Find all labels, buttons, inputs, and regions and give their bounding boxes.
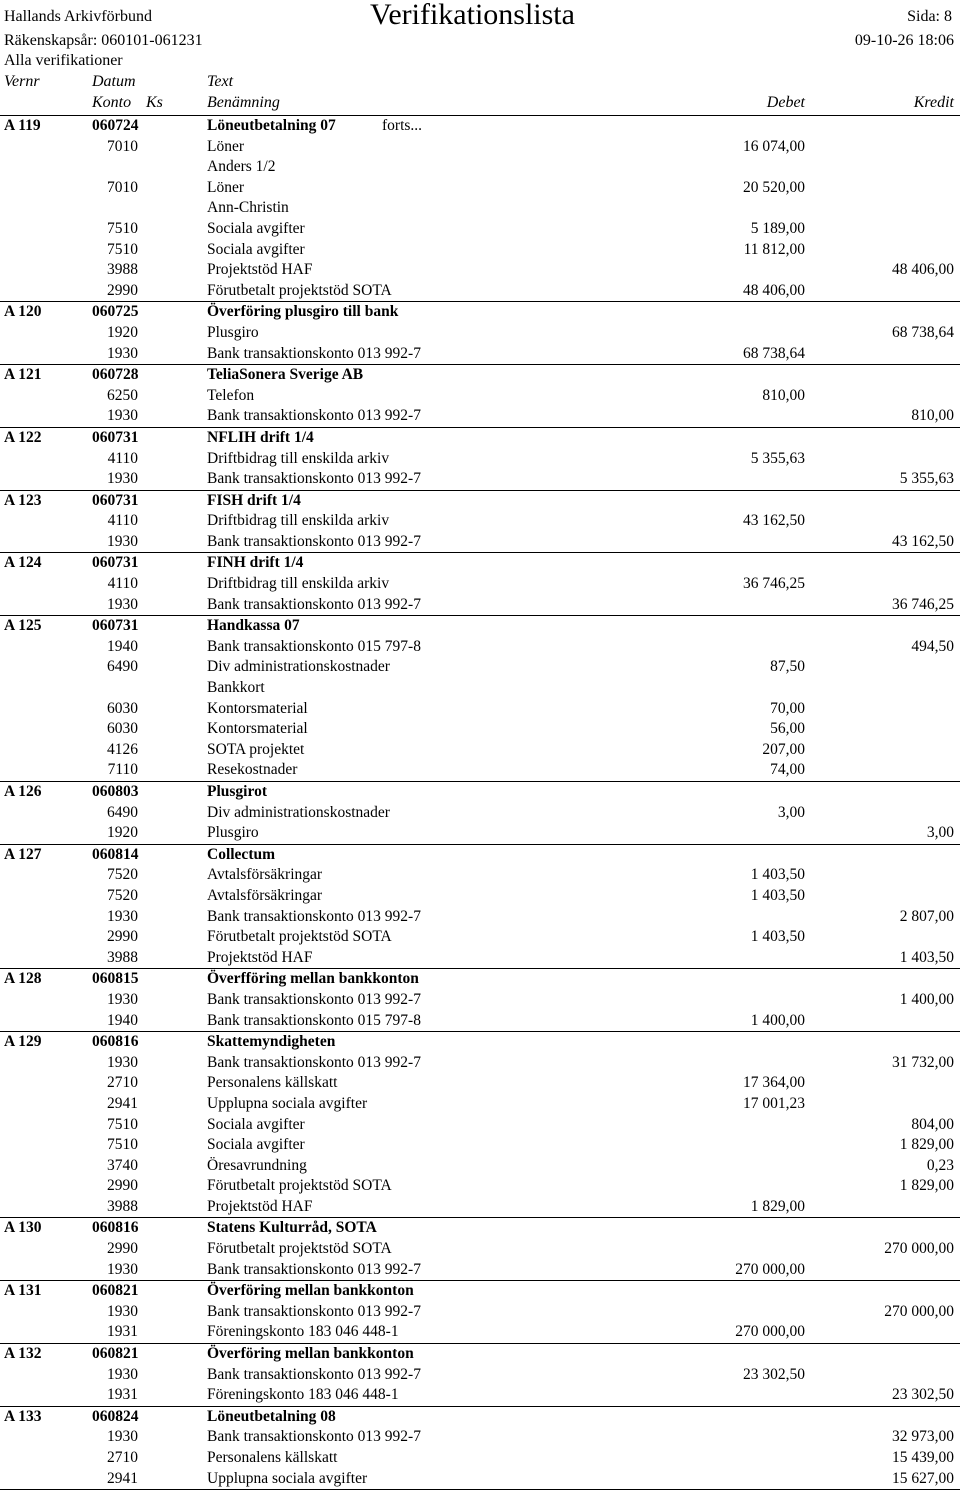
verification-entry bbox=[0, 1218, 960, 1281]
account-number: 1930 bbox=[107, 990, 138, 1008]
transaction-row bbox=[0, 657, 960, 678]
continued-note: forts... bbox=[382, 117, 423, 134]
debit-amount: 36 746,25 bbox=[743, 575, 805, 593]
verification-entry bbox=[0, 616, 960, 782]
account-number: 7510 bbox=[107, 219, 138, 237]
account-number: 1930 bbox=[107, 907, 138, 925]
entry-text: Överföring plusgiro till bank bbox=[207, 303, 399, 321]
account-number: 6490 bbox=[107, 658, 138, 676]
credit-amount: 31 732,00 bbox=[892, 1053, 954, 1071]
debit-amount: 207,00 bbox=[762, 740, 805, 758]
print-datetime: 09-10-26 18:06 bbox=[854, 32, 954, 49]
account-name: Föreningskonto 183 046 448-1 bbox=[207, 1386, 399, 1404]
account-name: Löner bbox=[207, 178, 245, 196]
account-name: Bank transaktionskonto 015 797-8 bbox=[207, 1011, 421, 1029]
transaction-row bbox=[0, 198, 960, 219]
transaction-row bbox=[0, 1197, 960, 1218]
verification-entry bbox=[0, 1032, 960, 1218]
credit-amount: 0,23 bbox=[926, 1156, 954, 1174]
transaction-row bbox=[0, 1260, 960, 1281]
debit-amount: 74,00 bbox=[770, 761, 805, 779]
account-name: Bank transaktionskonto 013 992-7 bbox=[207, 470, 421, 488]
transaction-row bbox=[0, 865, 960, 886]
verification-entry bbox=[0, 491, 960, 554]
entry-date: 060728 bbox=[92, 366, 139, 384]
entry-text: Handkassa 07 bbox=[207, 617, 300, 635]
account-number: 2990 bbox=[107, 928, 138, 946]
account-name: Kontorsmaterial bbox=[207, 699, 308, 717]
account-name: Kontorsmaterial bbox=[207, 720, 308, 738]
entry-header bbox=[0, 365, 960, 386]
account-number: 2710 bbox=[107, 1449, 138, 1466]
entry-text: Överfföring mellan bankkonton bbox=[207, 970, 419, 988]
account-name: Förutbetalt projektstöd SOTA bbox=[207, 928, 392, 946]
debit-amount: 68 738,64 bbox=[743, 344, 805, 362]
account-name: Bank transaktionskonto 013 992-7 bbox=[207, 532, 421, 550]
account-name: Upplupna sociala avgifter bbox=[207, 1094, 368, 1112]
entry-text: NFLIH drift 1/4 bbox=[207, 428, 314, 446]
credit-amount: 3,00 bbox=[926, 824, 954, 842]
entry-text: Plusgirot bbox=[207, 783, 267, 800]
credit-amount: 2 807,00 bbox=[899, 907, 954, 925]
verification-number: A 122 bbox=[4, 428, 42, 446]
credit-amount: 15 439,00 bbox=[892, 1449, 954, 1466]
entry-header bbox=[0, 1032, 960, 1053]
transaction-row bbox=[0, 1156, 960, 1177]
account-number: 1930 bbox=[107, 1428, 138, 1446]
entry-header bbox=[0, 553, 960, 574]
verification-number: A 126 bbox=[4, 783, 42, 800]
column-header-benamning: Benämning bbox=[207, 94, 280, 111]
transaction-row bbox=[0, 1094, 960, 1115]
account-number: 3988 bbox=[107, 1197, 138, 1215]
account-name: Bankkort bbox=[207, 679, 265, 697]
credit-amount: 68 738,64 bbox=[892, 323, 954, 341]
account-number: 1930 bbox=[107, 1365, 138, 1383]
debit-amount: 5 355,63 bbox=[750, 449, 805, 467]
entry-text: Överföring mellan bankkonton bbox=[207, 1345, 414, 1363]
transaction-row bbox=[0, 719, 960, 740]
account-name: Bank transaktionskonto 013 992-7 bbox=[207, 1053, 421, 1071]
credit-amount: 32 973,00 bbox=[892, 1428, 954, 1446]
account-number: 1931 bbox=[107, 1323, 138, 1341]
account-name: Bank transaktionskonto 013 992-7 bbox=[207, 1365, 421, 1383]
account-name: Projektstöd HAF bbox=[207, 1197, 313, 1215]
account-name: Bank transaktionskonto 013 992-7 bbox=[207, 1428, 421, 1446]
entry-header bbox=[0, 302, 960, 323]
account-name: Öresavrundning bbox=[207, 1156, 307, 1174]
entry-text: Skattemyndigheten bbox=[207, 1033, 336, 1051]
entry-header bbox=[0, 1281, 960, 1302]
entry-date: 060724 bbox=[92, 117, 139, 134]
credit-amount: 15 627,00 bbox=[892, 1469, 954, 1487]
account-name: Bank transaktionskonto 015 797-8 bbox=[207, 637, 421, 655]
transaction-row bbox=[0, 532, 960, 553]
account-name: Personalens källskatt bbox=[207, 1074, 338, 1092]
account-number: 2990 bbox=[107, 281, 138, 299]
transaction-row bbox=[0, 1011, 960, 1032]
credit-amount: 43 162,50 bbox=[892, 532, 954, 550]
account-name: Div administrationskostnader bbox=[207, 803, 390, 821]
transaction-row bbox=[0, 511, 960, 532]
debit-amount: 810,00 bbox=[762, 386, 805, 404]
credit-amount: 48 406,00 bbox=[892, 261, 954, 279]
debit-amount: 1 403,50 bbox=[750, 928, 805, 946]
credit-amount: 1 829,00 bbox=[899, 1136, 954, 1154]
transaction-row bbox=[0, 449, 960, 470]
entry-date: 060821 bbox=[92, 1282, 139, 1300]
transaction-row bbox=[0, 803, 960, 824]
account-number: 1940 bbox=[107, 1011, 138, 1029]
account-name: Bank transaktionskonto 013 992-7 bbox=[207, 344, 421, 362]
transaction-row bbox=[0, 1365, 960, 1386]
transaction-row bbox=[0, 1302, 960, 1323]
entry-date: 060725 bbox=[92, 303, 139, 321]
debit-amount: 270 000,00 bbox=[735, 1260, 805, 1278]
transaction-row bbox=[0, 406, 960, 427]
transaction-row bbox=[0, 1115, 960, 1136]
account-number: 1931 bbox=[107, 1386, 138, 1404]
column-header-vernr: Vernr bbox=[4, 73, 40, 90]
fiscal-year: Räkenskapsår: 060101-061231 bbox=[4, 32, 203, 49]
verification-number: A 132 bbox=[4, 1345, 42, 1363]
transaction-row bbox=[0, 1053, 960, 1074]
report-scope: Alla verifikationer bbox=[4, 52, 123, 69]
credit-amount: 1 400,00 bbox=[899, 990, 954, 1008]
entry-date: 060803 bbox=[92, 783, 139, 800]
account-name: Resekostnader bbox=[207, 761, 298, 779]
verification-entry bbox=[0, 969, 960, 1032]
account-number: 3988 bbox=[107, 948, 138, 966]
verification-number: A 133 bbox=[4, 1407, 42, 1425]
account-number: 1940 bbox=[107, 637, 138, 655]
account-number: 7110 bbox=[107, 761, 138, 779]
entry-date: 060814 bbox=[92, 845, 139, 863]
verification-entry bbox=[0, 116, 960, 302]
entry-text: FISH drift 1/4 bbox=[207, 491, 301, 509]
transaction-row bbox=[0, 157, 960, 178]
account-number: 1930 bbox=[107, 532, 138, 550]
entry-date: 060816 bbox=[92, 1219, 139, 1237]
column-header-ks: Ks bbox=[146, 94, 163, 111]
account-name: Bank transaktionskonto 013 992-7 bbox=[207, 407, 421, 425]
debit-amount: 23 302,50 bbox=[743, 1365, 805, 1383]
account-number: 2990 bbox=[107, 1240, 138, 1258]
transaction-row bbox=[0, 344, 960, 365]
transaction-row bbox=[0, 990, 960, 1011]
entry-text: FINH drift 1/4 bbox=[207, 554, 304, 572]
transaction-row bbox=[0, 574, 960, 595]
verification-number: A 129 bbox=[4, 1033, 42, 1051]
transaction-row bbox=[0, 469, 960, 490]
account-name: Anders 1/2 bbox=[207, 158, 276, 176]
verification-number: A 124 bbox=[4, 554, 42, 572]
entry-text: TeliaSonera Sverige AB bbox=[207, 366, 364, 384]
account-name: Div administrationskostnader bbox=[207, 658, 390, 676]
entry-date: 060816 bbox=[92, 1033, 139, 1051]
transaction-row bbox=[0, 1448, 960, 1469]
credit-amount: 270 000,00 bbox=[884, 1240, 954, 1258]
entry-text: Överföring mellan bankkonton bbox=[207, 1282, 414, 1300]
account-number: 3988 bbox=[107, 261, 138, 279]
account-name: Avtalsförsäkringar bbox=[207, 866, 323, 884]
transaction-row bbox=[0, 678, 960, 699]
credit-amount: 270 000,00 bbox=[884, 1302, 954, 1320]
entry-text: Collectum bbox=[207, 845, 276, 863]
transaction-row bbox=[0, 1073, 960, 1094]
debit-amount: 1 403,50 bbox=[750, 866, 805, 884]
column-header-debet: Debet bbox=[766, 94, 805, 111]
verification-entry bbox=[0, 1344, 960, 1407]
account-number: 2990 bbox=[107, 1177, 138, 1195]
account-name: Plusgiro bbox=[207, 824, 259, 842]
debit-amount: 1 829,00 bbox=[750, 1197, 805, 1215]
verification-entry bbox=[0, 428, 960, 491]
entry-date: 060731 bbox=[92, 428, 139, 446]
account-name: Ann-Christin bbox=[207, 199, 289, 217]
entry-header bbox=[0, 1344, 960, 1365]
account-name: Bank transaktionskonto 013 992-7 bbox=[207, 1302, 421, 1320]
verification-entry bbox=[0, 365, 960, 428]
credit-amount: 1 403,50 bbox=[899, 948, 954, 966]
verification-entry bbox=[0, 1407, 960, 1490]
account-name: Upplupna sociala avgifter bbox=[207, 1469, 368, 1487]
credit-amount: 23 302,50 bbox=[892, 1386, 954, 1404]
verification-number: A 131 bbox=[4, 1282, 42, 1300]
debit-amount: 56,00 bbox=[770, 720, 805, 738]
transaction-row bbox=[0, 240, 960, 261]
entry-text: Löneutbetalning 07 bbox=[207, 117, 336, 134]
account-name: Projektstöd HAF bbox=[207, 261, 313, 279]
page-number: Sida: 8 bbox=[907, 8, 952, 25]
account-name: Bank transaktionskonto 013 992-7 bbox=[207, 907, 421, 925]
account-name: Projektstöd HAF bbox=[207, 948, 313, 966]
account-name: Bank transaktionskonto 013 992-7 bbox=[207, 990, 421, 1008]
debit-amount: 17 001,23 bbox=[743, 1094, 805, 1112]
account-number: 7520 bbox=[107, 866, 138, 884]
account-number: 1920 bbox=[107, 824, 138, 842]
account-number: 3740 bbox=[107, 1156, 138, 1174]
entry-text: Statens Kulturråd, SOTA bbox=[207, 1219, 377, 1237]
transaction-row bbox=[0, 281, 960, 302]
transaction-row bbox=[0, 260, 960, 281]
debit-amount: 87,50 bbox=[770, 658, 805, 676]
verification-number: A 119 bbox=[4, 117, 41, 134]
transaction-row bbox=[0, 137, 960, 158]
transaction-row bbox=[0, 699, 960, 720]
account-name: Driftbidrag till enskilda arkiv bbox=[207, 575, 390, 593]
transaction-row bbox=[0, 178, 960, 199]
transaction-row bbox=[0, 927, 960, 948]
account-name: Driftbidrag till enskilda arkiv bbox=[207, 512, 390, 530]
debit-amount: 270 000,00 bbox=[735, 1323, 805, 1341]
account-name: Förutbetalt projektstöd SOTA bbox=[207, 1177, 392, 1195]
debit-amount: 3,00 bbox=[777, 803, 805, 821]
account-name: Personalens källskatt bbox=[207, 1449, 338, 1466]
account-number: 7010 bbox=[107, 178, 138, 196]
debit-amount: 1 403,50 bbox=[750, 886, 805, 904]
account-name: Bank transaktionskonto 013 992-7 bbox=[207, 595, 421, 613]
organization-name: Hallands Arkivförbund bbox=[4, 8, 152, 25]
debit-amount: 16 074,00 bbox=[743, 137, 805, 155]
verification-list bbox=[0, 116, 960, 1490]
credit-amount: 810,00 bbox=[911, 407, 954, 425]
report-title: Verifikationslista bbox=[370, 0, 575, 31]
entry-header bbox=[0, 845, 960, 866]
account-name: Löner bbox=[207, 137, 245, 155]
transaction-row bbox=[0, 595, 960, 616]
account-name: Förutbetalt projektstöd SOTA bbox=[207, 1240, 392, 1258]
entry-header bbox=[0, 428, 960, 449]
column-header-text: Text bbox=[207, 73, 234, 90]
account-number: 4110 bbox=[107, 575, 138, 593]
transaction-row bbox=[0, 637, 960, 658]
verification-number: A 128 bbox=[4, 970, 42, 988]
account-number: 7510 bbox=[107, 1136, 138, 1154]
account-name: Bank transaktionskonto 013 992-7 bbox=[207, 1260, 421, 1278]
verification-number: A 127 bbox=[4, 845, 42, 863]
account-name: Sociala avgifter bbox=[207, 240, 305, 258]
account-number: 7510 bbox=[107, 240, 138, 258]
debit-amount: 48 406,00 bbox=[743, 281, 805, 299]
account-name: Driftbidrag till enskilda arkiv bbox=[207, 449, 390, 467]
entry-header bbox=[0, 116, 960, 137]
account-number: 6490 bbox=[107, 803, 138, 821]
entry-header bbox=[0, 1218, 960, 1239]
verification-entry bbox=[0, 845, 960, 970]
debit-amount: 43 162,50 bbox=[743, 512, 805, 530]
verification-number: A 121 bbox=[4, 366, 42, 384]
account-number: 6030 bbox=[107, 699, 138, 717]
debit-amount: 17 364,00 bbox=[743, 1074, 805, 1092]
entry-date: 060815 bbox=[92, 970, 139, 988]
verification-entry bbox=[0, 782, 960, 845]
account-number: 2941 bbox=[107, 1094, 138, 1112]
account-name: Avtalsförsäkringar bbox=[207, 886, 323, 904]
account-number: 7510 bbox=[107, 1115, 138, 1133]
account-number: 2941 bbox=[107, 1469, 138, 1487]
debit-amount: 11 812,00 bbox=[743, 240, 805, 258]
account-name: Föreningskonto 183 046 448-1 bbox=[207, 1323, 399, 1341]
transaction-row bbox=[0, 907, 960, 928]
debit-amount: 1 400,00 bbox=[750, 1011, 805, 1029]
entry-date: 060731 bbox=[92, 554, 139, 572]
entry-date: 060731 bbox=[92, 617, 139, 635]
credit-amount: 5 355,63 bbox=[899, 470, 954, 488]
transaction-row bbox=[0, 760, 960, 781]
transaction-row bbox=[0, 1385, 960, 1406]
verification-entry bbox=[0, 553, 960, 616]
account-name: Sociala avgifter bbox=[207, 219, 305, 237]
entry-header bbox=[0, 782, 960, 803]
account-number: 6250 bbox=[107, 386, 138, 404]
page-header bbox=[0, 0, 960, 112]
column-header-kredit: Kredit bbox=[913, 94, 954, 111]
debit-amount: 20 520,00 bbox=[743, 178, 805, 196]
account-number: 6030 bbox=[107, 720, 138, 738]
account-name: Sociala avgifter bbox=[207, 1115, 305, 1133]
account-number: 1920 bbox=[107, 323, 138, 341]
entry-text: Löneutbetalning 08 bbox=[207, 1407, 336, 1425]
column-header-datum: Datum bbox=[92, 73, 136, 90]
transaction-row bbox=[0, 740, 960, 761]
account-number: 2710 bbox=[107, 1074, 138, 1092]
account-number: 1930 bbox=[107, 1302, 138, 1320]
entry-date: 060731 bbox=[92, 491, 139, 509]
entry-header bbox=[0, 969, 960, 990]
entry-header bbox=[0, 616, 960, 637]
transaction-row bbox=[0, 1469, 960, 1490]
verification-entry bbox=[0, 1281, 960, 1344]
entry-header bbox=[0, 1407, 960, 1428]
credit-amount: 494,50 bbox=[911, 637, 954, 655]
entry-date: 060824 bbox=[92, 1407, 139, 1425]
transaction-row bbox=[0, 1176, 960, 1197]
transaction-row bbox=[0, 1322, 960, 1343]
account-number: 4110 bbox=[107, 512, 138, 530]
account-number: 1930 bbox=[107, 407, 138, 425]
account-number: 4126 bbox=[107, 740, 138, 758]
credit-amount: 36 746,25 bbox=[892, 595, 954, 613]
verification-number: A 130 bbox=[4, 1219, 42, 1237]
transaction-row bbox=[0, 219, 960, 240]
account-name: Förutbetalt projektstöd SOTA bbox=[207, 281, 392, 299]
account-number: 1930 bbox=[107, 595, 138, 613]
transaction-row bbox=[0, 948, 960, 969]
transaction-row bbox=[0, 886, 960, 907]
verification-number: A 123 bbox=[4, 491, 42, 509]
account-number: 1930 bbox=[107, 1053, 138, 1071]
column-header-konto: Konto bbox=[92, 94, 132, 111]
account-number: 4110 bbox=[107, 449, 138, 467]
verification-number: A 125 bbox=[4, 617, 42, 635]
account-number: 1930 bbox=[107, 1260, 138, 1278]
entry-date: 060821 bbox=[92, 1345, 139, 1363]
transaction-row bbox=[0, 1135, 960, 1156]
account-name: SOTA projektet bbox=[207, 740, 305, 758]
verification-entry bbox=[0, 302, 960, 365]
transaction-row bbox=[0, 1427, 960, 1448]
verification-number: A 120 bbox=[4, 303, 42, 321]
debit-amount: 70,00 bbox=[770, 699, 805, 717]
account-name: Plusgiro bbox=[207, 323, 259, 341]
transaction-row bbox=[0, 823, 960, 844]
transaction-row bbox=[0, 386, 960, 407]
account-number: 1930 bbox=[107, 470, 138, 488]
entry-header bbox=[0, 491, 960, 512]
transaction-row bbox=[0, 323, 960, 344]
account-number: 1930 bbox=[107, 344, 138, 362]
account-name: Telefon bbox=[207, 386, 255, 404]
account-name: Sociala avgifter bbox=[207, 1136, 305, 1154]
credit-amount: 1 829,00 bbox=[899, 1177, 954, 1195]
credit-amount: 804,00 bbox=[911, 1115, 954, 1133]
account-number: 7010 bbox=[107, 137, 138, 155]
transaction-row bbox=[0, 1239, 960, 1260]
debit-amount: 5 189,00 bbox=[750, 219, 805, 237]
account-number: 7520 bbox=[107, 886, 138, 904]
